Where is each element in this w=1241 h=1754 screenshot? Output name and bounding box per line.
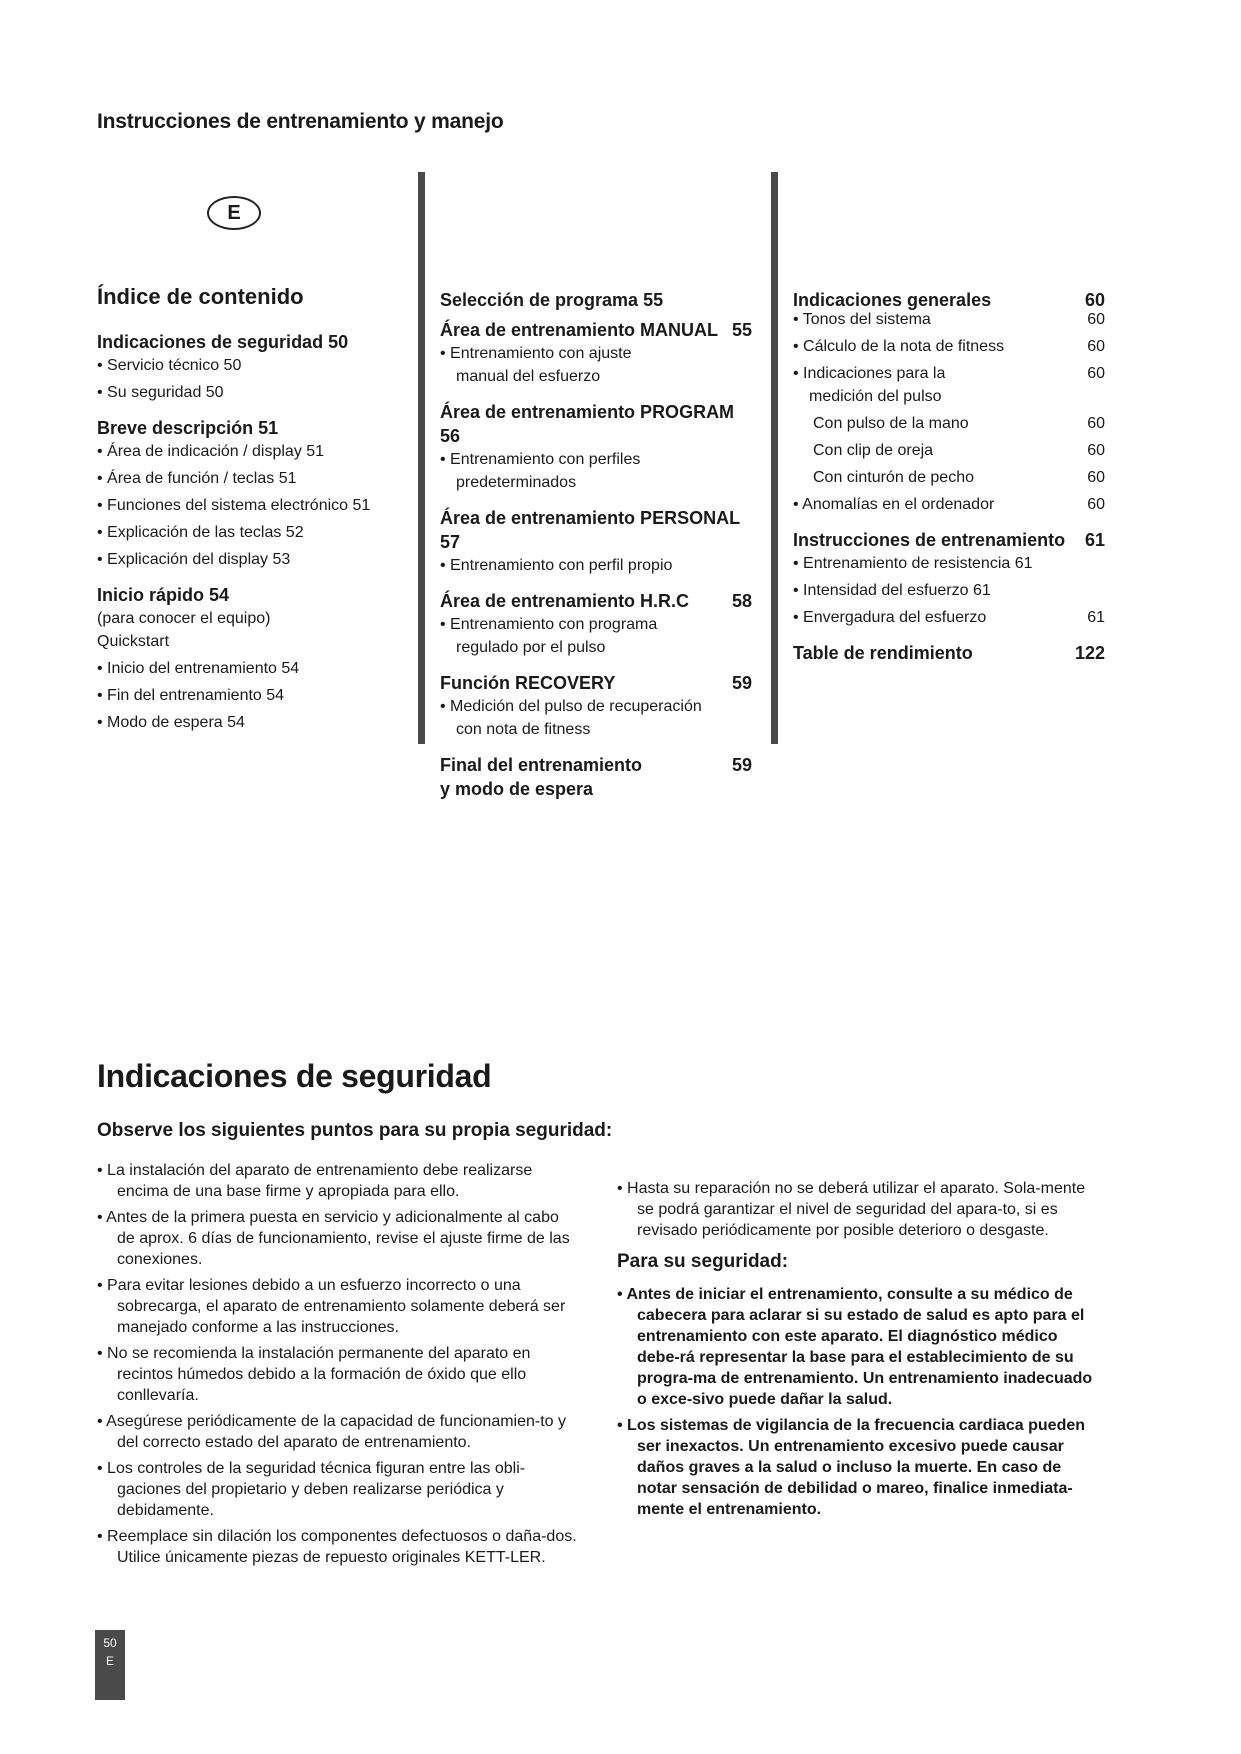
- safety-bullet: • Para evitar lesiones debido a un esfuerzo incorrecto o una sobrecarga, el aparato de entrenamiento solamente deberá ser manejado conforme a las instrucciones.: [97, 1277, 566, 1336]
- toc-item: • Explicación de las teclas 52: [97, 524, 304, 541]
- toc-section: Indicaciones generales 60: [793, 290, 1105, 310]
- toc-section: Selección de programa 55: [440, 290, 664, 310]
- toc-section: Área de entrenamiento H.R.C 58: [440, 591, 752, 611]
- toc-item: • Entrenamiento con programa regulado por el pulso: [440, 616, 658, 656]
- toc-item: • Entrenamiento con ajuste manual del esfuerzo: [440, 345, 632, 385]
- safety-bullet: • Antes de la primera puesta en servicio y adicionalmente al cabo de aprox. 6 días de funcionamiento, revise el ajuste firme de las conexiones.: [97, 1209, 570, 1268]
- toc-section: Área de entrenamiento PROGRAM 56: [440, 402, 735, 446]
- toc-section: Función RECOVERY 59: [440, 673, 752, 693]
- toc-item: • Anomalías en el ordenador 60: [793, 496, 1105, 513]
- toc-section: Final del entrenamiento 59: [440, 755, 752, 775]
- toc-item: • Modo de espera 54: [97, 714, 245, 731]
- toc-item: • Envergadura del esfuerzo 61: [793, 609, 1105, 626]
- toc-item: • Indicaciones para la medición del pulso 60: [793, 365, 1105, 405]
- safety-title: Indicaciones de seguridad: [97, 1058, 492, 1094]
- toc-subitem: Con pulso de la mano 60: [813, 415, 1105, 432]
- toc-item: • Funciones del sistema electrónico 51: [97, 497, 371, 514]
- safety-bullet: • Los controles de la seguridad técnica figuran entre las obli-gaciones del propietario y deben realizarse periódica y debidamente.: [97, 1460, 526, 1519]
- safety-bold-bullet: • Antes de iniciar el entrenamiento, consulte a su médico de cabecera para aclarar si su estado de salud es apto para el entrenamiento con este aparato. El diagnóstico médico debe-rá representar la base para el establecimiento de su progra-ma de entrenamiento. Un entrenamiento inadecuado o exce-sivo puede dañar la salud.: [617, 1286, 1093, 1408]
- column-divider-2: [771, 172, 778, 744]
- toc-subitem: Con cinturón de pecho 60: [813, 469, 1105, 486]
- toc-item: • Cálculo de la nota de fitness 60: [793, 338, 1105, 355]
- safety-bullet: • La instalación del aparato de entrenamiento debe realizarse encima de una base firme y apropiada para ello.: [97, 1162, 533, 1200]
- toc-note: (para conocer el equipo): [97, 610, 271, 627]
- toc-subitem: Con clip de oreja 60: [813, 442, 1105, 459]
- toc-item: • Área de función / teclas 51: [97, 470, 297, 487]
- toc-section: Breve descripción 51: [97, 418, 279, 438]
- safety-right-column: [617, 1178, 1097, 1525]
- toc-item: • Intensidad del esfuerzo 61: [793, 582, 991, 599]
- toc-item: • Entrenamiento con perfil propio: [440, 557, 673, 574]
- toc-section: Table de rendimiento 122: [793, 643, 1105, 663]
- safety-right-title: Para su seguridad:: [617, 1251, 789, 1272]
- toc-section: Área de entrenamiento PERSONAL 57: [440, 508, 740, 552]
- toc-item: • Fin del entrenamiento 54: [97, 687, 285, 704]
- toc-item: • Su seguridad 50: [97, 384, 224, 401]
- toc-column-3: [793, 288, 1105, 665]
- page-language: E: [105, 1654, 114, 1668]
- safety-bold-bullet: • Los sistemas de vigilancia de la frecuencia cardiaca pueden ser inexactos. Un entrenamiento excesivo puede causar daños graves a la salud o incluso la muerte. En caso de notar sensación de debilidad o mareo, finalice inmediata-mente el entrenamiento.: [617, 1417, 1086, 1518]
- toc-item: • Entrenamiento con perfiles predeterminados: [440, 451, 641, 491]
- toc-title: Índice de contenido: [97, 284, 304, 309]
- toc-item: • Explicación del display 53: [97, 551, 291, 568]
- toc-section: Instrucciones de entrenamiento 61: [793, 530, 1105, 550]
- toc-item: • Tonos del sistema 60: [793, 311, 1105, 328]
- document-header: Instrucciones de entrenamiento y manejo: [97, 110, 504, 133]
- toc-section: Área de entrenamiento MANUAL 55: [440, 320, 752, 340]
- language-badge: E: [207, 196, 261, 230]
- safety-bullet: • Hasta su reparación no se deberá utilizar el aparato. Sola-mente se podrá garantizar el nivel de seguridad del apara-to, si es revisado periódicamente por posible deterioro o desgaste.: [617, 1180, 1086, 1239]
- safety-bullet: • Asegúrese periódicamente de la capacidad de funcionamien-to y del correcto estado del aparato de entrenamiento.: [97, 1413, 567, 1451]
- safety-subtitle: Observe los siguientes puntos para su propia seguridad:: [97, 1120, 613, 1141]
- toc-note: Quickstart: [97, 633, 170, 650]
- safety-bullet: • No se recomienda la instalación permanente del aparato en recintos húmedos debido a la formación de óxido que ello conllevaría.: [97, 1345, 531, 1404]
- toc-item: • Área de indicación / display 51: [97, 443, 325, 460]
- toc-column-1: [97, 330, 397, 734]
- column-divider-1: [418, 172, 425, 744]
- toc-item: • Entrenamiento de resistencia 61: [793, 555, 1033, 572]
- page-number: 50: [103, 1636, 117, 1650]
- safety-left-column: [97, 1160, 577, 1573]
- toc-item: • Inicio del entrenamiento 54: [97, 660, 300, 677]
- page-number-tab: [95, 1630, 125, 1700]
- toc-item: • Medición del pulso de recuperación con nota de fitness: [440, 698, 702, 738]
- toc-section: Indicaciones de seguridad 50: [97, 332, 349, 352]
- toc-section: Inicio rápido 54: [97, 585, 230, 605]
- toc-section: y modo de espera: [440, 779, 594, 799]
- toc-column-2: [440, 288, 752, 801]
- toc-item: • Servicio técnico 50: [97, 357, 242, 374]
- safety-bullet: • Reemplace sin dilación los componentes defectuosos o daña-dos. Utilice únicamente piezas de repuesto originales KETT-LER.: [97, 1528, 577, 1566]
